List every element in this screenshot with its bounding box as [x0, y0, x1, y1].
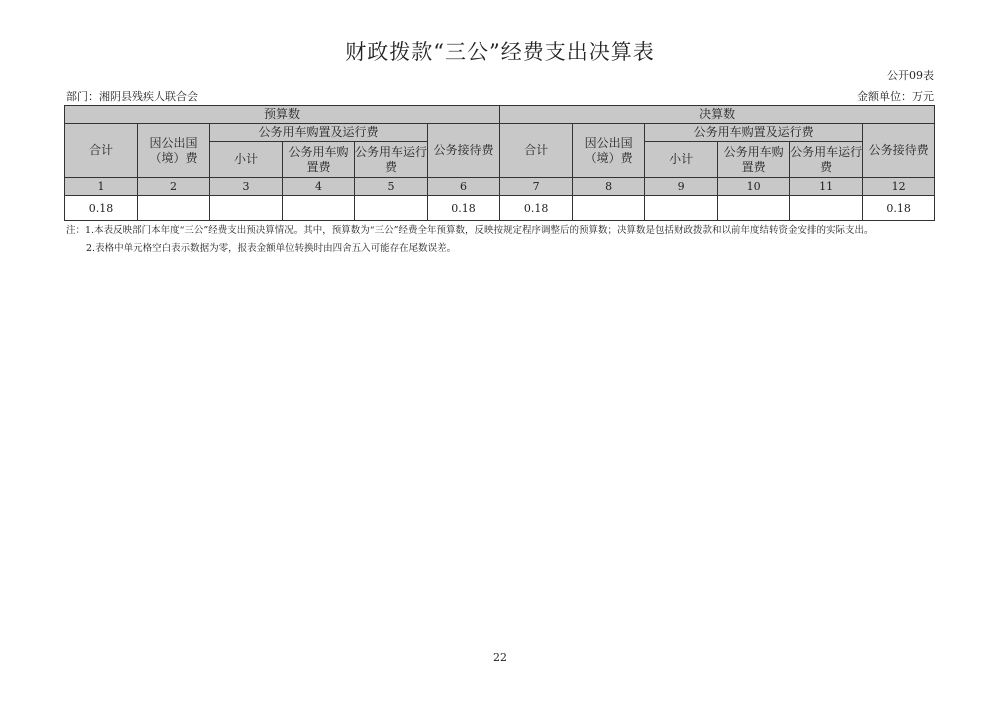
header-final-subtotal: 小计 — [645, 142, 718, 178]
column-index: 1 — [65, 178, 138, 196]
data-cell-budget-abroad — [138, 196, 210, 221]
header-row-columns — [65, 124, 935, 142]
header-budget-subtotal: 小计 — [210, 142, 283, 178]
data-cell-budget-reception: 0.18 — [428, 196, 500, 221]
page-number: 22 — [493, 651, 507, 664]
data-cell-final-reception: 0.18 — [863, 196, 935, 221]
data-cell-final-vehicle-operation — [790, 196, 863, 221]
header-final-abroad: 因公出国（境）费 — [573, 124, 645, 178]
notes-section — [66, 224, 936, 255]
column-index: 11 — [790, 178, 863, 196]
column-index-row — [65, 178, 935, 196]
document-title: 财政拨款“三公”经费支出决算表 — [345, 40, 655, 64]
data-row — [65, 196, 935, 221]
note-line-2: 2.表格中单元格空白表示数据为零，报表金额单位转换时由四舍五入可能存在尾数误差。 — [86, 243, 457, 254]
header-budget-abroad: 因公出国（境）费 — [138, 124, 210, 178]
department-label: 部门：湘阴县残疾人联合会 — [66, 90, 198, 103]
header-budget-vehicle-operation: 公务用车运行费 — [355, 142, 428, 178]
data-cell-final-subtotal — [645, 196, 718, 221]
column-index: 5 — [355, 178, 428, 196]
column-index: 7 — [500, 178, 573, 196]
header-final-vehicle-operation: 公务用车运行费 — [790, 142, 863, 178]
data-cell-budget-vehicle-operation — [355, 196, 428, 221]
column-index: 8 — [573, 178, 645, 196]
data-cell-budget-subtotal — [210, 196, 283, 221]
header-budget-reception: 公务接待费 — [428, 124, 500, 178]
header-final-reception: 公务接待费 — [863, 124, 935, 178]
data-cell-budget-vehicle-purchase — [283, 196, 355, 221]
data-cell-final-vehicle-purchase — [718, 196, 790, 221]
form-code: 公开09表 — [887, 69, 934, 82]
column-index: 12 — [863, 178, 935, 196]
column-index: 6 — [428, 178, 500, 196]
header-final-group: 决算数 — [500, 106, 935, 124]
three-public-expenses-table — [64, 105, 935, 221]
header-budget-vehicle-group: 公务用车购置及运行费 — [210, 124, 428, 142]
note-line-1: 注：1.本表反映部门本年度“三公”经费支出预决算情况。其中，预算数为“三公”经费全年预算数，反映按规定程序调整后的预算数；决算数是包括财政拨款和以前年度结转资金安排的实际支出。 — [66, 225, 874, 236]
data-cell-budget-total: 0.18 — [65, 196, 138, 221]
header-budget-vehicle-purchase: 公务用车购置费 — [283, 142, 355, 178]
column-index: 10 — [718, 178, 790, 196]
header-final-total: 合计 — [500, 124, 573, 178]
column-index: 4 — [283, 178, 355, 196]
column-index: 9 — [645, 178, 718, 196]
header-row-groups — [65, 106, 935, 124]
data-cell-final-abroad — [573, 196, 645, 221]
header-budget-total: 合计 — [65, 124, 138, 178]
header-final-vehicle-purchase: 公务用车购置费 — [718, 142, 790, 178]
header-budget-group: 预算数 — [65, 106, 500, 124]
data-cell-final-total: 0.18 — [500, 196, 573, 221]
column-index: 2 — [138, 178, 210, 196]
column-index: 3 — [210, 178, 283, 196]
header-final-vehicle-group: 公务用车购置及运行费 — [645, 124, 863, 142]
amount-unit-label: 金额单位：万元 — [857, 90, 934, 103]
